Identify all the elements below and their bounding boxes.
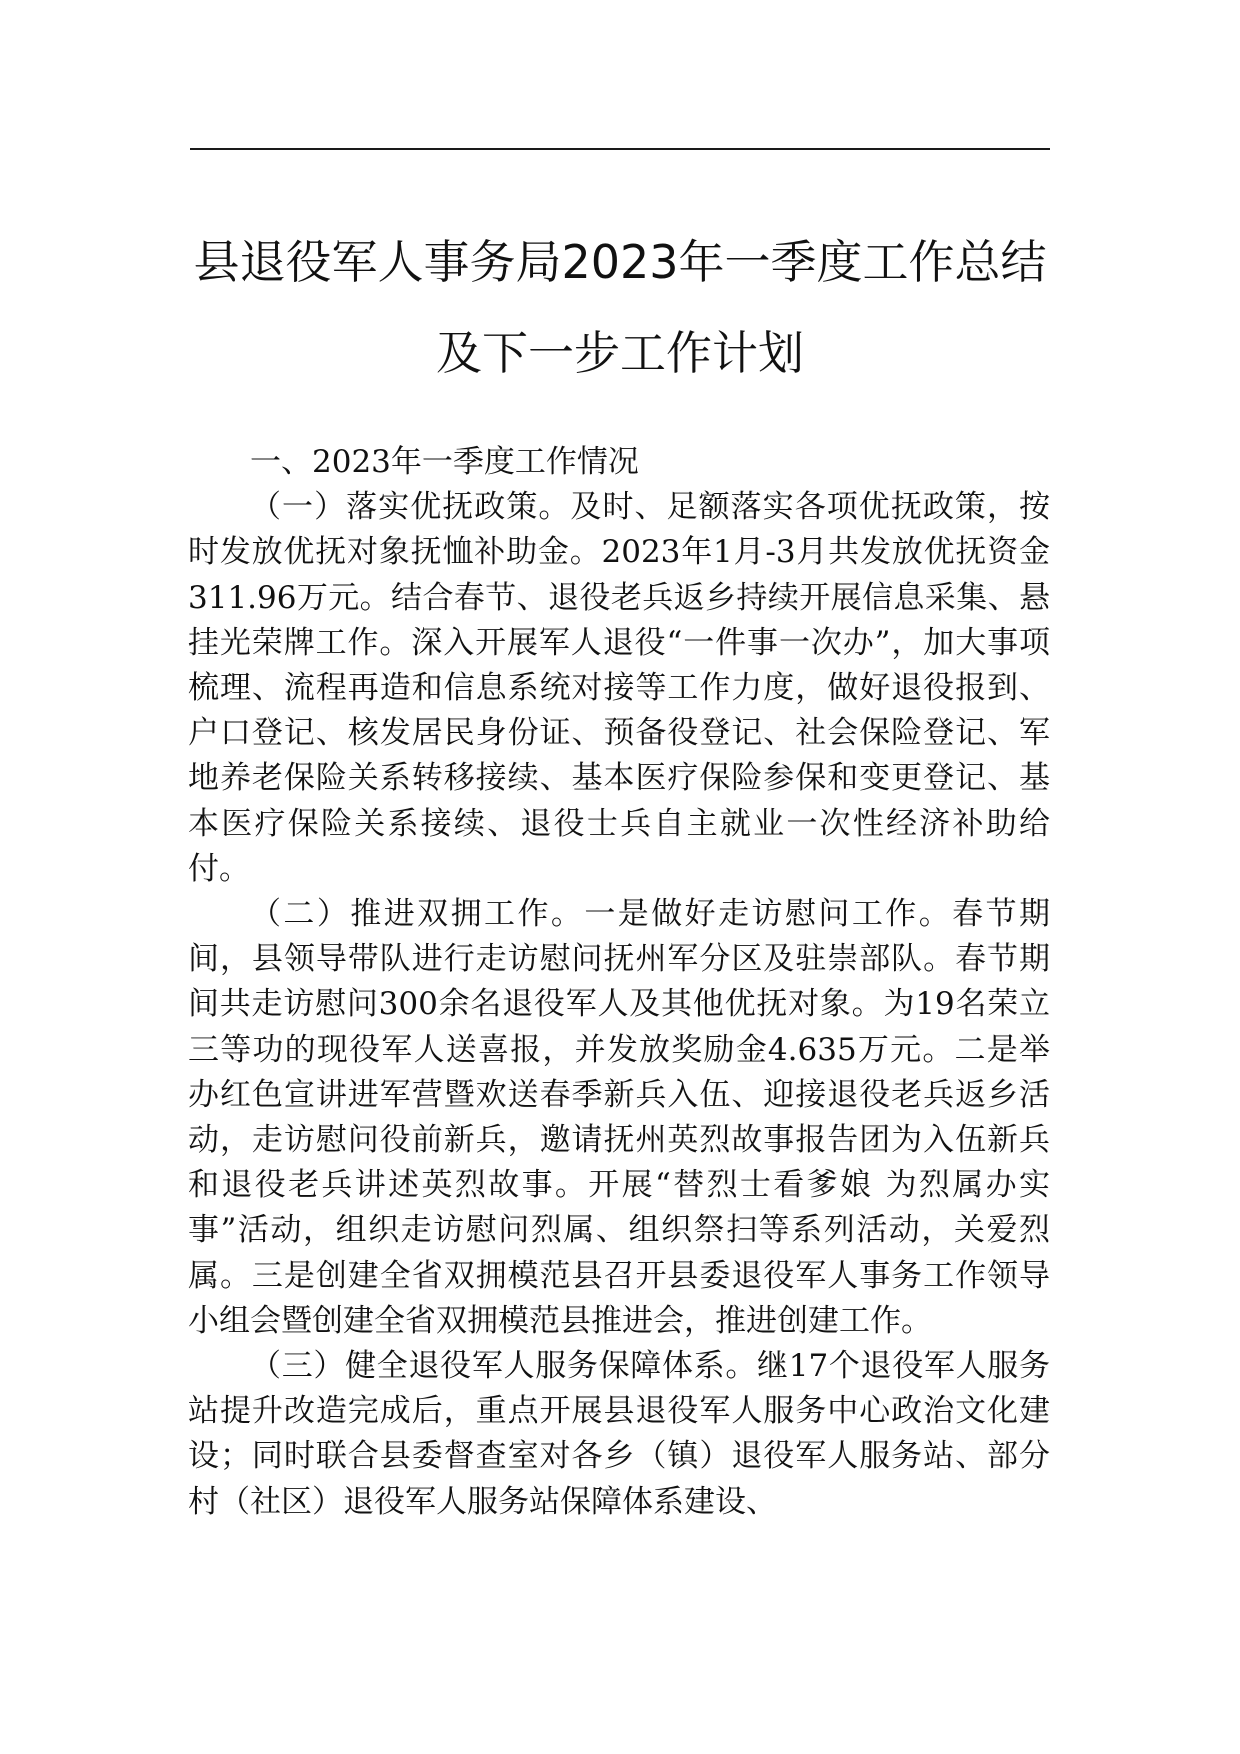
document-body (188, 440, 1050, 1525)
section-heading-1: 一、2023年一季度工作情况 (250, 444, 639, 480)
header-rule (190, 148, 1050, 150)
document-title-line-1: 县退役军人事务局2023年一季度工作总结 (193, 235, 1047, 289)
paragraph-service-system: （三）健全退役军人服务保障体系。继17个退役军人服务站提升改造完成后，重点开展县退役军人服务中心政治文化建设；同时联合县委督查室对各乡（镇）退役军人服务站、部分村（社区）退役军人服务站保障体系建设、 (188, 1348, 1050, 1520)
document-title-line-2: 及下一步工作计划 (436, 326, 804, 380)
paragraph-policy: （一）落实优抚政策。及时、足额落实各项优抚政策，按时发放优抚对象抚恤补助金。2023年1月-3月共发放优抚资金311.96万元。结合春节、退役老兵返乡持续开展信息采集、悬挂光荣牌工作。深入开展军人退役“一件事一次办”，加大事项梳理、流程再造和信息系统对接等工作力度，做好退役报到、户口登记、核发居民身份证、预备役登记、社会保险登记、军地养老保险关系转移接续、基本医疗保险参保和变更登记、基本医疗保险关系接续、退役士兵自主就业一次性经济补助给付。 (188, 489, 1050, 887)
paragraph-double-support: （二）推进双拥工作。一是做好走访慰问工作。春节期间，县领导带队进行走访慰问抚州军分区及驻崇部队。春节期间共走访慰问300余名退役军人及其他优抚对象。为19名荣立三等功的现役军人送喜报，并发放奖励金4.635万元。二是举办红色宣讲进军营暨欢送春季新兵入伍、迎接退役老兵返乡活动，走访慰问役前新兵，邀请抚州英烈故事报告团为入伍新兵和退役老兵讲述英烈故事。开展“替烈士看爹娘 为烈属办实事”活动，组织走访慰问烈属、组织祭扫等系列活动，关爱烈属。三是创建全省双拥模范县召开县委退役军人事务工作领导小组会暨创建全省双拥模范县推进会，推进创建工作。 (188, 896, 1050, 1339)
